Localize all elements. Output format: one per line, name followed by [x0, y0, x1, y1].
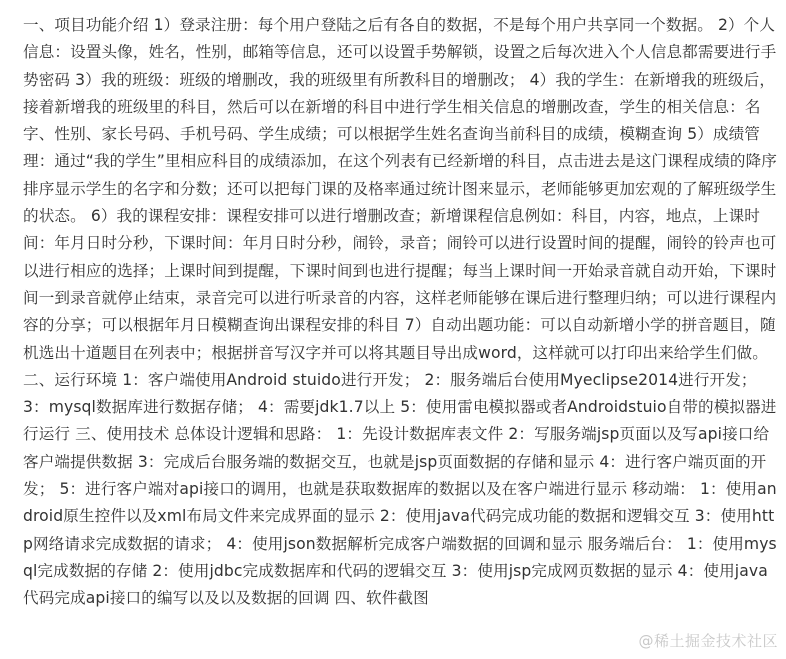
article-body — [23, 12, 778, 613]
article-paragraph: 一、项目功能介绍 1）登录注册：每个用户登陆之后有各自的数据，不是每个用户共享同一个数据。 2）个人信息：设置头像，姓名，性别，邮箱等信息，还可以设置手势解锁，设置之后每次进入个人信息都需要进行手势密码 3）我的班级：班级的增删改，我的班级里有所教科目的增删改； 4）我的学生：在新增我的班级后，接着新增我的班级里的科目，然后可以在新增的科目中进行学生相关信息的增删改查，学生的相关信息：名字、性别、家长号码、手机号码、学生成绩；可以根据学生姓名查询当前科目的成绩，模糊查询 5）成绩管理：通过“我的学生”里相应科目的成绩添加，在这个列表有已经新增的科目，点击进去是这门课程成绩的降序排序显示学生的名字和分数；还可以把每门课的及格率通过统计图来显示，老师能够更加宏观的了解班级学生的状态。 6）我的课程安排：课程安排可以进行增删改查；新增课程信息例如：科目，内容，地点，上课时间：年月日时分秒，下课时间：年月日时分秒，闹铃，录音；闹铃可以进行设置时间的提醒，闹铃的铃声也可以进行相应的选择；上课时间到提醒，下课时间到也进行提醒；每当上课时间一开始录音就自动开始，下课时间一到录音就停止结束，录音完可以进行听录音的内容，这样老师能够在课后进行整理归纳；可以进行课程内容的分享；可以根据年月日模糊查询出课程安排的科目 7）自动出题功能：可以自动新增小学的拼音题目，随机选出十道题目在列表中；根据拼音写汉字并可以将其题目导出成word，这样就可以打印出来给学生们做。 二、运行环境 1：客户端使用Android stuido进行开发； 2：服务端后台使用Myeclipse2014进行开发； 3：mysql数据库进行数据存储； 4：需要jdk1.7以上 5：使用雷电模拟器或者Androidstuio自带的模拟器进行运行 三、使用技术 总体设计逻辑和思路： 1：先设计数据库表文件 2：写服务端jsp页面以及写api接口给客户端提供数据 3：完成后台服务端的数据交互，也就是jsp页面数据的存储和显示 4：进行客户端页面的开发； 5：进行客户端对api接口的调用，也就是获取数据库的数据以及在客户端进行显示 移动端： 1：使用android原生控件以及xml布局文件来完成界面的显示 2：使用java代码完成功能的数据和逻辑交互 3：使用http网络请求完成数据的请求； 4：使用json数据解析完成客户端数据的回调和显示 服务端后台： 1：使用mysql完成数据的存储 2：使用jdbc完成数据库和代码的逻辑交互 3：使用jsp完成网页数据的显示 4：使用java代码完成api接口的编写以及以及数据的回调 四、软件截图 — [23, 16, 777, 608]
site-watermark: @稀土掘金技术社区 — [638, 632, 778, 650]
